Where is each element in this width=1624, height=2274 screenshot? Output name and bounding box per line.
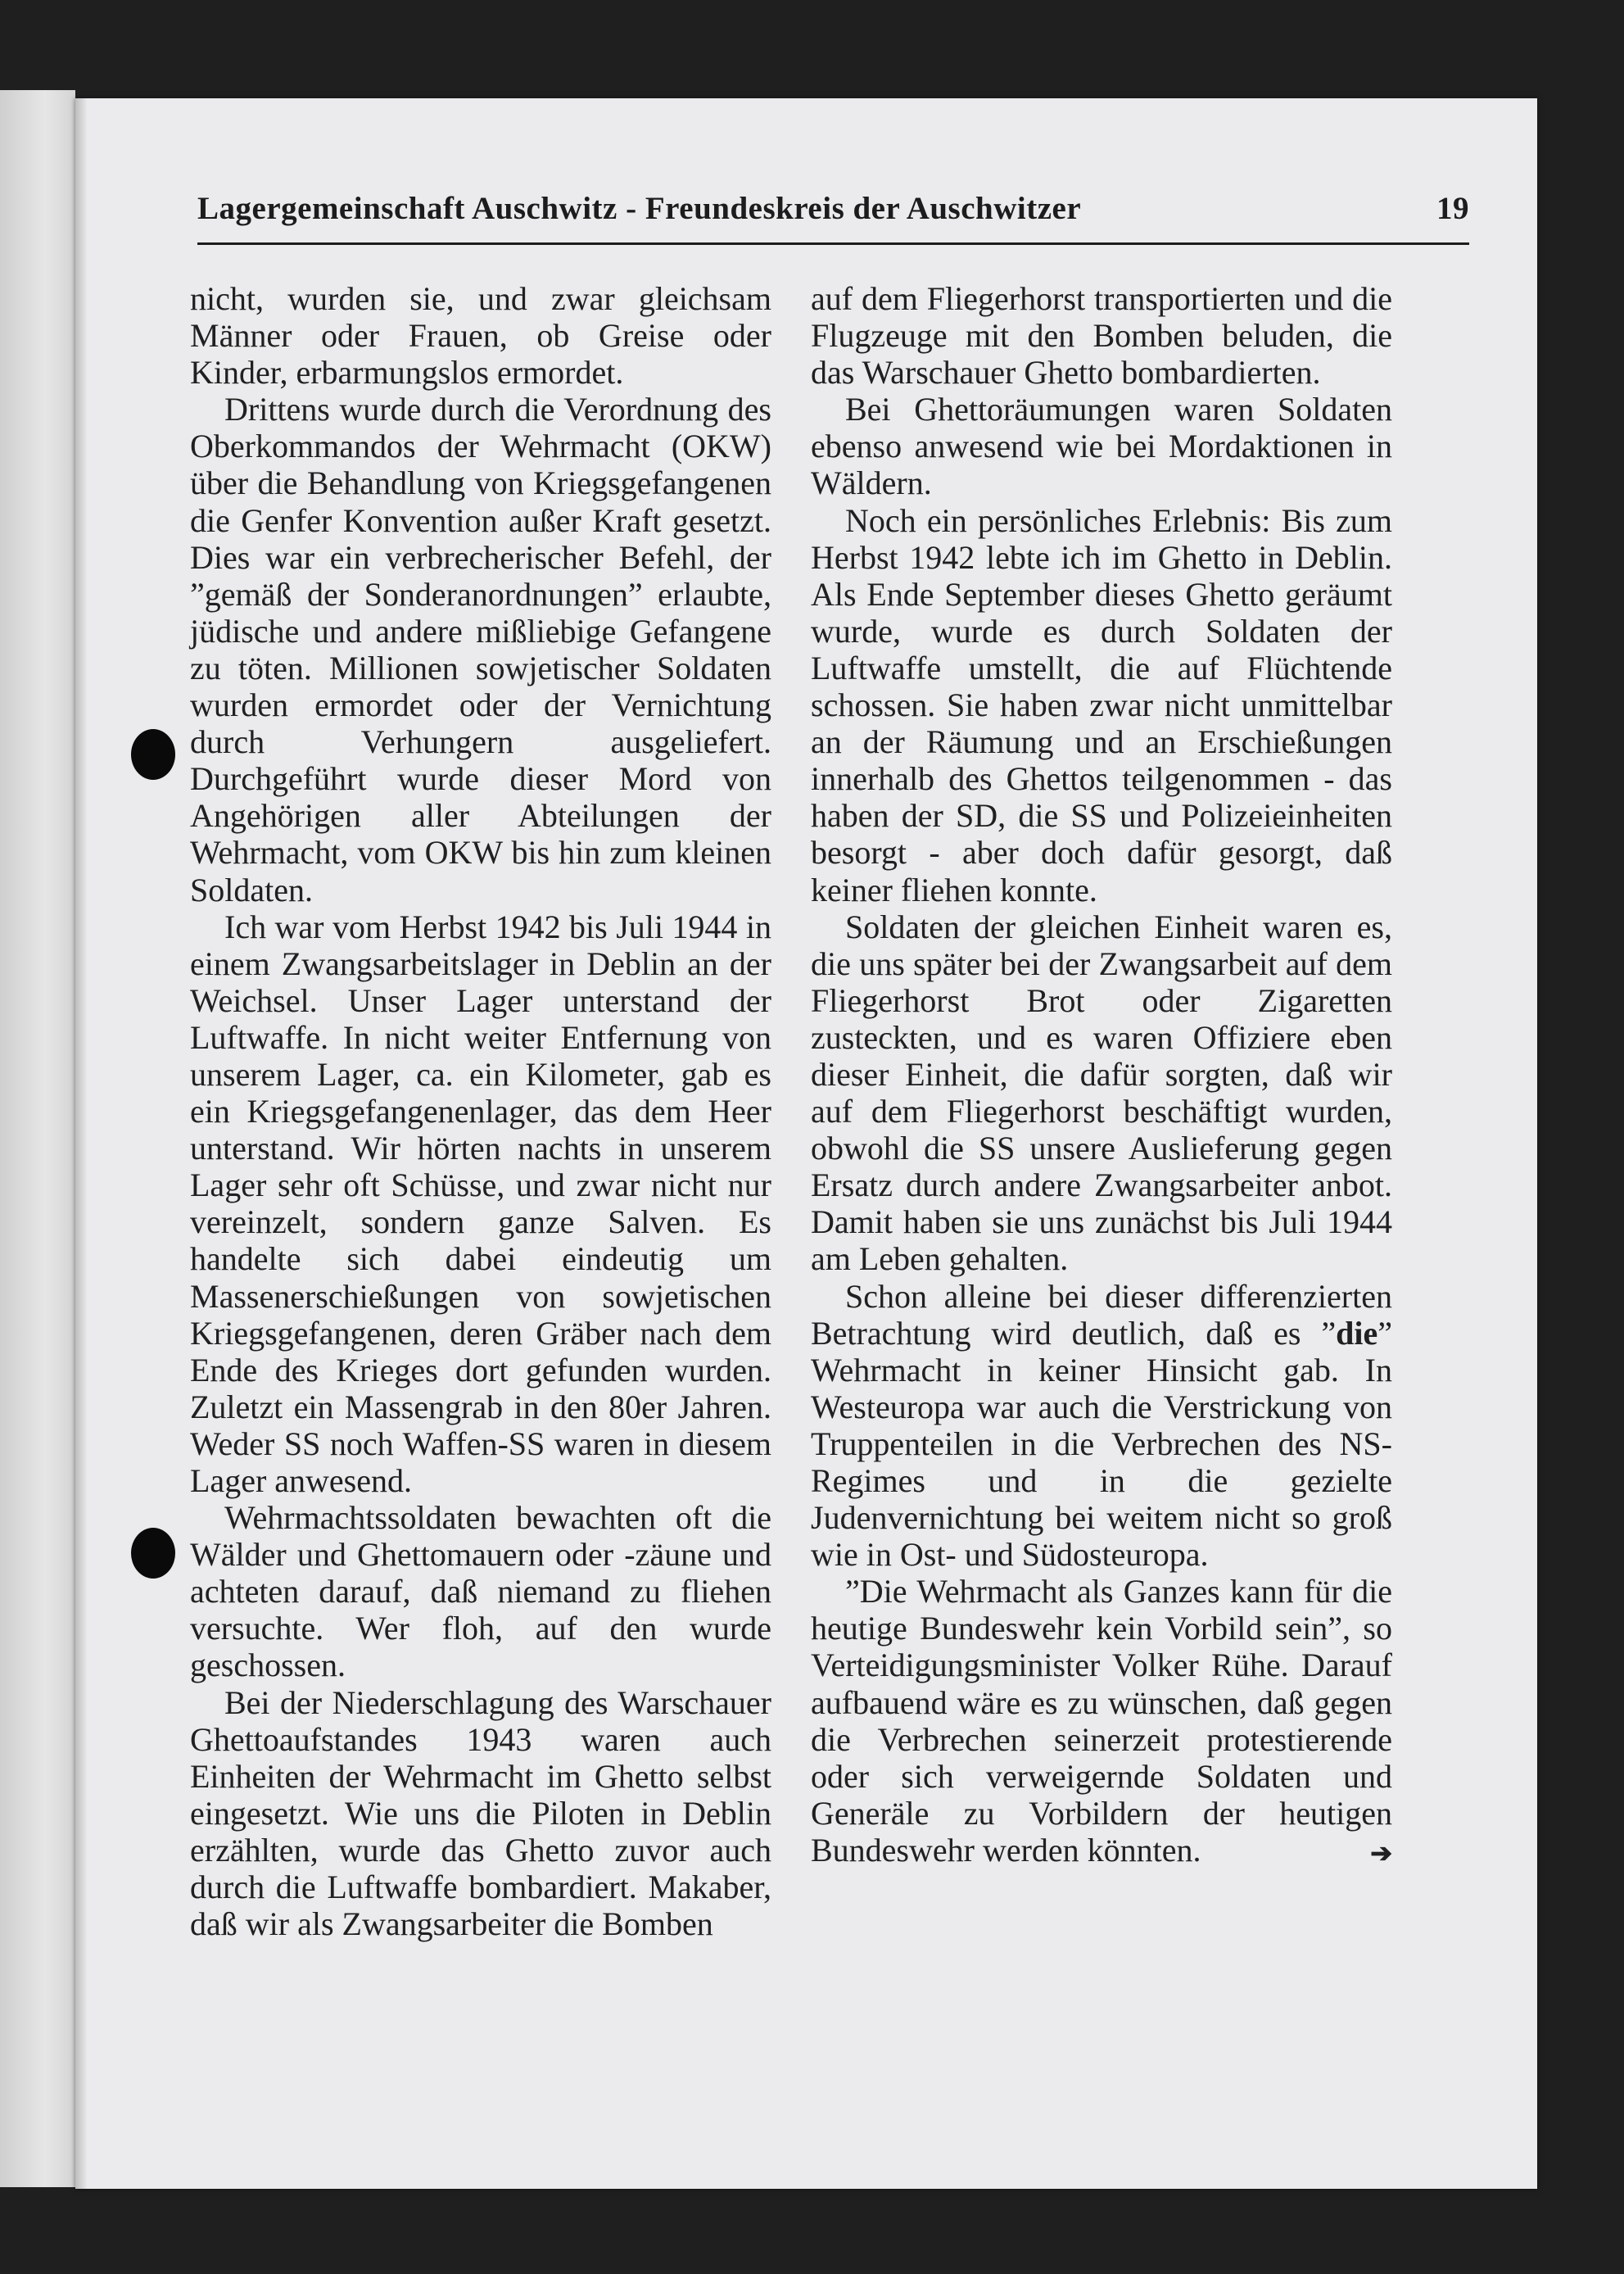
punch-hole <box>131 729 175 780</box>
page-number: 19 <box>1436 191 1469 226</box>
header-rule <box>197 242 1469 245</box>
paragraph <box>811 1278 1392 1574</box>
right-text-column <box>811 280 1392 1872</box>
punch-hole <box>131 1528 175 1579</box>
paragraph: Soldaten der gleichen Einheit waren es, die uns später bei der Zwangsarbeit auf dem Fliegerhorst Brot oder Zigaretten zusteckten, und es waren Offiziere eben dieser Einheit, die dafür sorgten, daß wir auf dem Fliegerhorst beschäftigt wurden, obwohl die SS unsere Auslieferung gegen Ersatz durch andere Zwangsarbeiter anbot. Damit haben sie uns zunächst bis Juli 1944 am Leben gehalten. <box>811 908 1392 1278</box>
paragraph-text: ”Die Wehrmacht als Ganzes kann für die heutige Bundeswehr kein Vorbild sein”, so Verteidigungsminister Volker Rühe. Darauf aufbauend wäre es zu wünschen, daß gegen die Verbrechen seinerzeit protestierende oder sich verweigernde Soldaten und Generäle zu Vorbildern der heutigen Bundeswehr werden könnten. <box>811 1573 1392 1869</box>
paragraph: Drittens wurde durch die Verordnung des Oberkommandos der Wehrmacht (OKW) über die Behandlung von Kriegsgefangenen die Genfer Konvention außer Kraft gesetzt. Dies war ein verbrecherischer Befehl, der ”gemäß der Sonderanordnungen” erlaubte, jüdische und andere mißliebige Gefangene zu töten. Millionen sowjetischer Soldaten wurden ermordet oder der Vernichtung durch Verhungern ausgeliefert. Durchgeführt wurde dieser Mord von Angehörigen aller Abteilungen der Wehrmacht, vom OKW bis hin zum kleinen Soldaten. <box>190 391 771 908</box>
paragraph <box>811 1573 1392 1869</box>
paragraph: Bei der Niederschlagung des Warschauer Ghettoaufstandes 1943 waren auch Einheiten der Wehrmacht im Ghetto selbst eingesetzt. Wie uns die Piloten in Deblin erzählten, wurde das Ghetto zuvor auch durch die Luftwaffe bombardiert. Makaber, daß wir als Zwangsarbeiter die Bomben <box>190 1683 771 1943</box>
paragraph: Ich war vom Herbst 1942 bis Juli 1944 in einem Zwangsarbeitslager in Deblin an der Weichsel. Unser Lager unterstand der Luftwaffe. In nicht weiter Entfernung von unserem Lager, ca. ein Kilometer, gab es ein Kriegsgefangenenlager, das dem Heer unterstand. Wir hörten nachts in unserem Lager sehr oft Schüsse, und zwar nicht nur vereinzelt, sondern ganze Salven. Es handelte sich dabei eindeutig um Massenerschießungen von sowjetischen Kriegsgefangenen, deren Gräber nach dem Ende des Krieges dort gefunden wurden. Zuletzt ein Massengrab in den 80er Jahren. Weder SS noch Waffen-SS waren in diesem Lager anwesend. <box>190 908 771 1499</box>
running-header <box>197 190 1469 227</box>
page-edge <box>75 98 87 2189</box>
paragraph: Bei Ghettoräumungen waren Soldaten ebenso anwesend wie bei Mordaktionen in Wäldern. <box>811 391 1392 502</box>
paragraph: Noch ein persönliches Erlebnis: Bis zum Herbst 1942 lebte ich im Ghetto in Deblin. Als Ende September dieses Ghetto geräumt wurde, wurde es durch Soldaten der Luftwaffe umstellt, die auf Flüchtende schossen. Sie haben zwar nicht unmittelbar an der Räumung und an Erschießungen innerhalb des Ghettos teilgenommen - das haben der SD, die SS und Polizeieinheiten besorgt - aber doch dafür gesorgt, daß keiner fliehen konnte. <box>811 501 1392 908</box>
document-page <box>75 98 1537 2189</box>
paragraph: Wehrmachtssoldaten bewachten oft die Wälder und Ghettomauern oder -zäune und achteten darauf, daß niemand zu fliehen versuchte. Wer floh, auf den wurde geschossen. <box>190 1499 771 1684</box>
header-title: Lagergemeinschaft Auschwitz - Freundeskreis der Auschwitzer <box>197 191 1082 226</box>
continue-arrow-icon: ➔ <box>1370 1837 1392 1868</box>
paragraph-text: Schon alleine bei dieser differenzierten Betrachtung wird deutlich, daß es ” <box>811 1277 1392 1352</box>
emphasis-text: die <box>1336 1314 1378 1352</box>
left-text-column <box>190 280 771 1942</box>
scan-background <box>0 90 75 2187</box>
paragraph: auf dem Fliegerhorst transportierten und die Flugzeuge mit den Bomben beluden, die das Warschauer Ghetto bombardierten. <box>811 280 1392 392</box>
paragraph-text: ” Wehrmacht in keiner Hinsicht gab. In Westeuropa war auch die Verstrickung von Truppenteilen in die Verbrechen des NS-Regimes und in die gezielte Judenvernichtung bei weitem nicht so groß wie in Ost- und Südosteuropa. <box>811 1314 1392 1574</box>
paragraph: nicht, wurden sie, und zwar gleichsam Männer oder Frauen, ob Greise oder Kinder, erbarmungslos ermordet. <box>190 280 771 392</box>
